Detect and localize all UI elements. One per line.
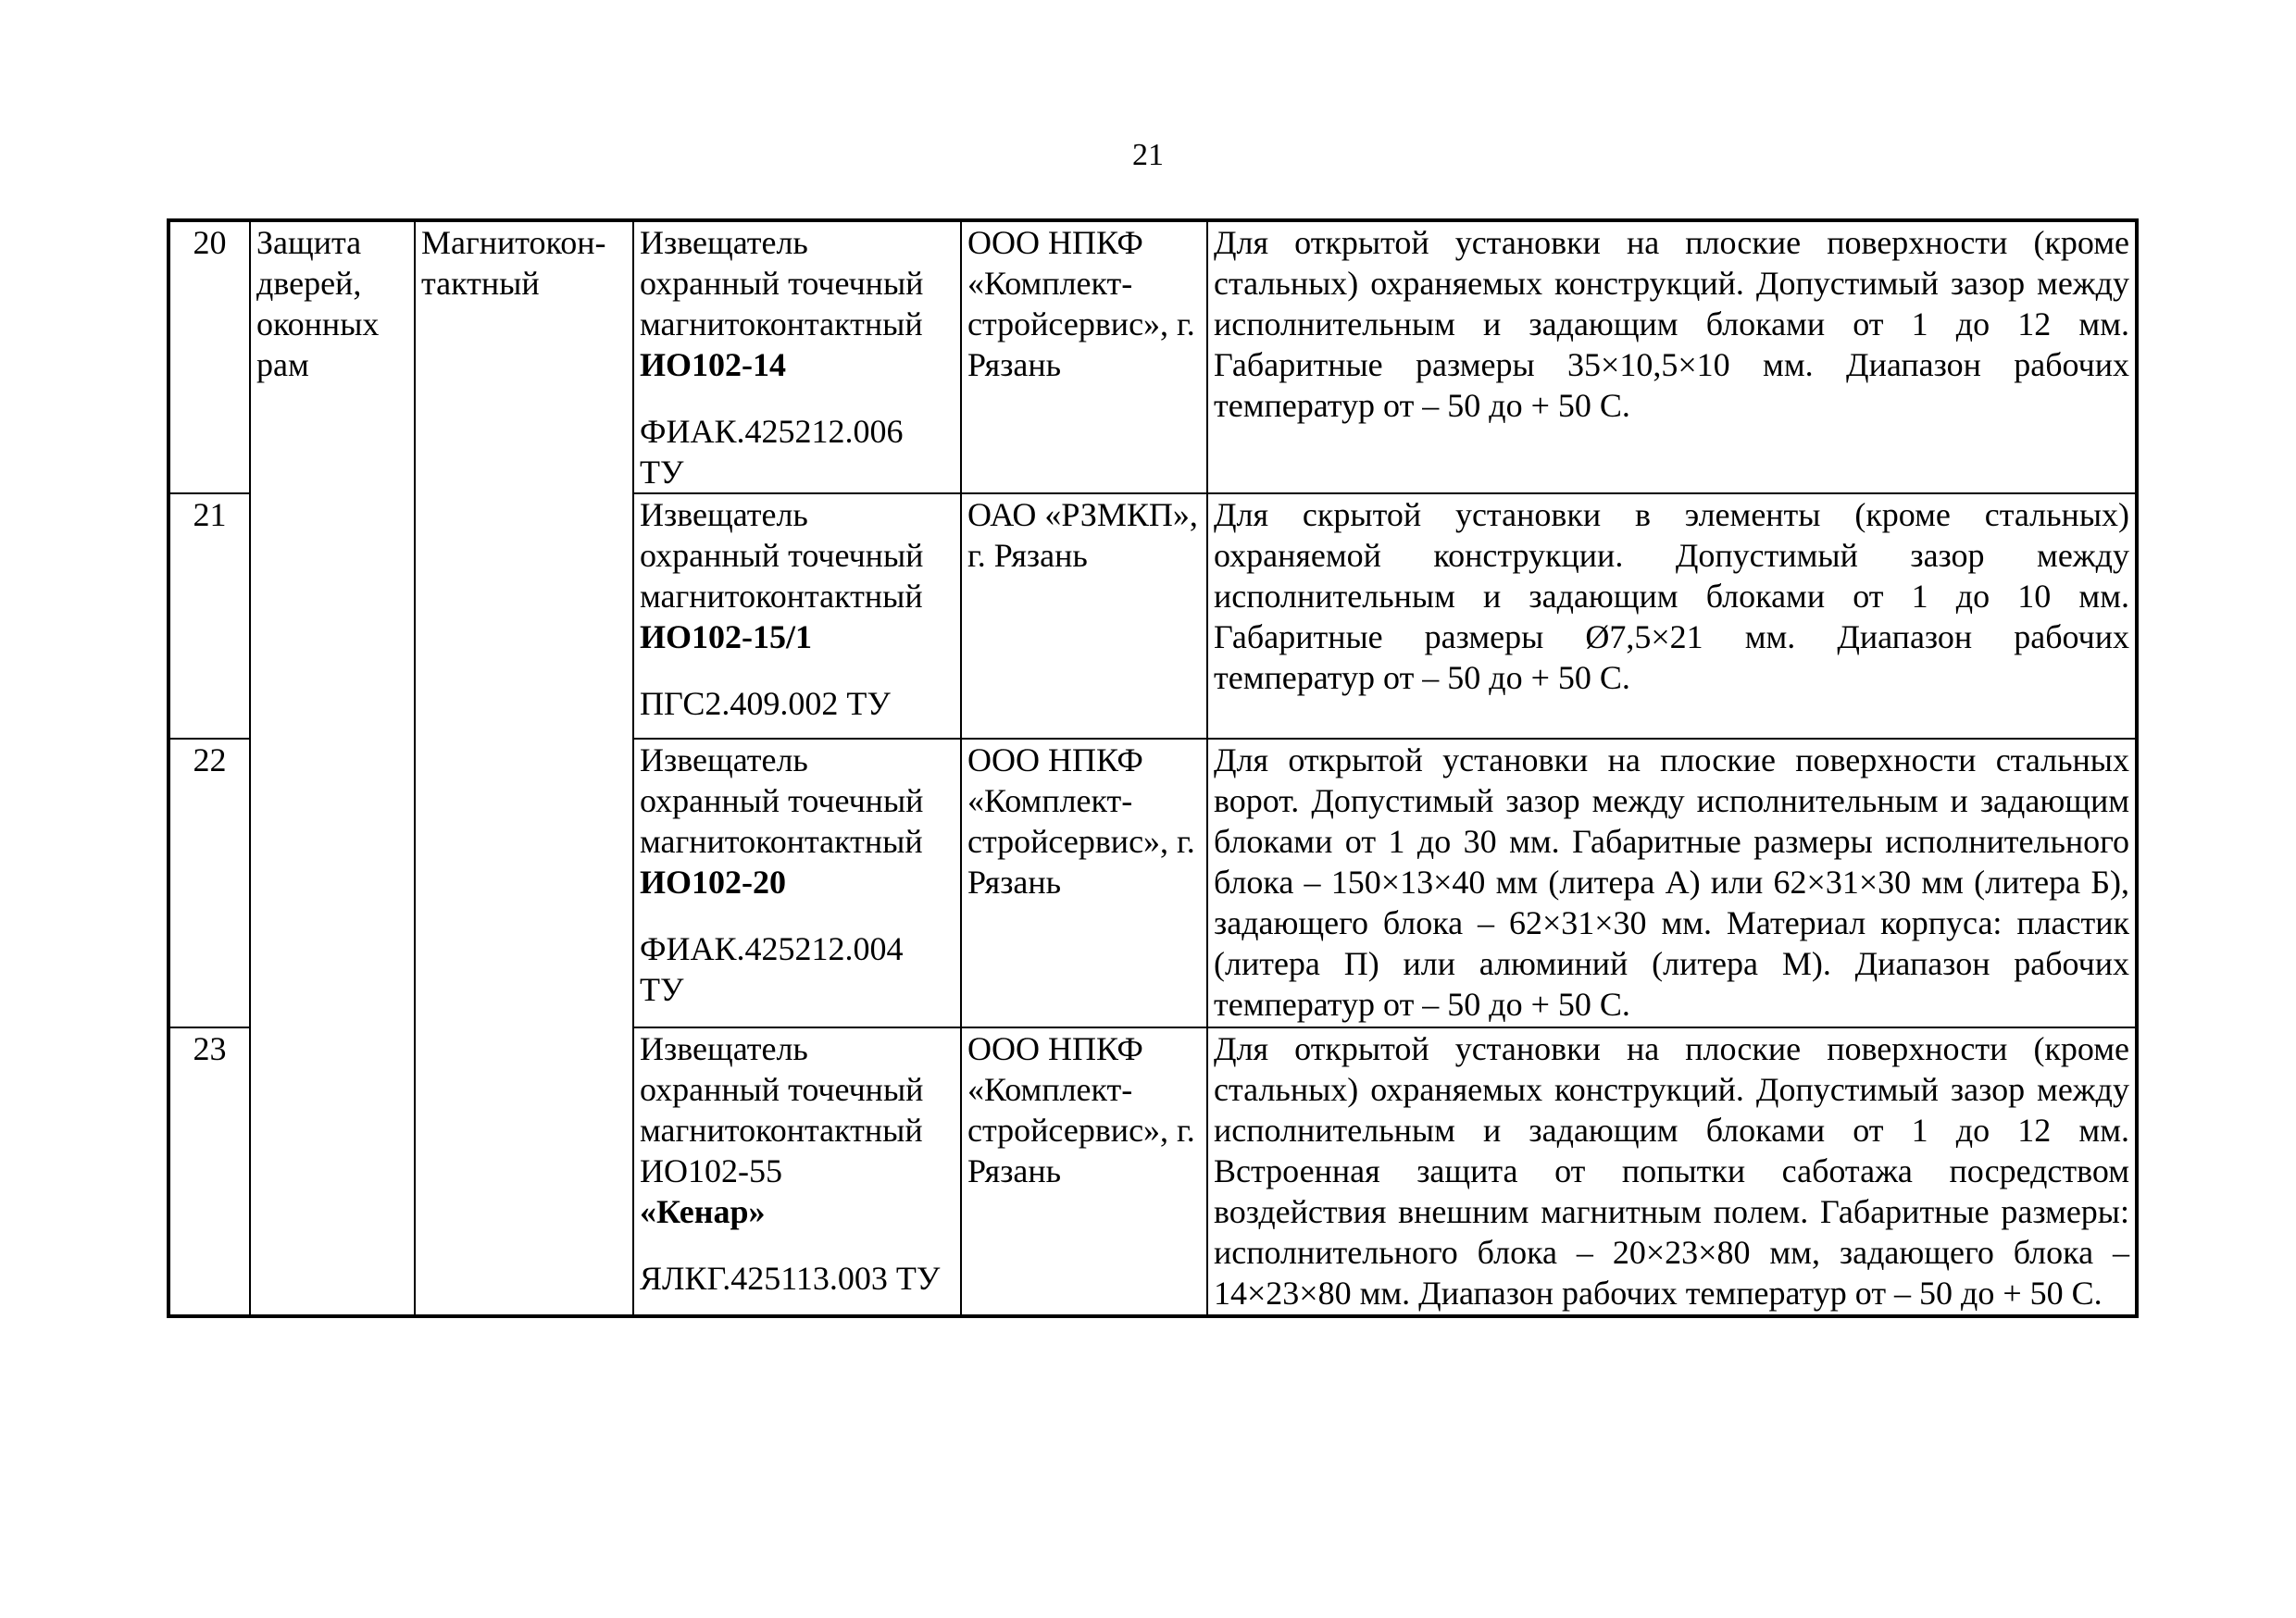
product-model: ИО102-20 xyxy=(640,864,786,901)
detector-spec-table xyxy=(167,218,2139,1318)
product-name: Извещатель охранный точечный магнитоконтактный xyxy=(640,496,924,615)
manufacturer-cell: ООО НПКФ «Комплект-стройсервис», г. Рязань xyxy=(961,739,1207,1027)
manufacturer-cell: ООО НПКФ «Комплект-стройсервис», г. Рязань xyxy=(961,220,1207,493)
row-number: 21 xyxy=(168,493,250,739)
product-cell xyxy=(633,220,961,493)
product-spec-code: ФИАК.425212.004 ТУ xyxy=(640,930,904,1008)
description-cell: Для открытой установки на плоские поверхности (кроме стальных) охраняемых конструкций. Допустимый зазор между исполнительным и задающим блоками от 1 до 12 мм. Габаритные размеры 35×10,5×10 мм. Диапазон рабочих температур от – 50 до + 50 С. xyxy=(1207,220,2137,493)
description-cell: Для открытой установки на плоские поверхности стальных ворот. Допустимый зазор между исполнительным и задающим блоками от 1 до 30 мм. Габаритные размеры исполнительного блока – 150×13×40 мм (литера А) или 62×31×30 мм (литера Б), задающего блока – 62×31×30 мм. Материал корпуса: пластик (литера П) или алюминий (литера М). Диапазон рабочих температур от – 50 до + 50 С. xyxy=(1207,739,2137,1027)
product-name: Извещатель охранный точечный магнитоконтактный xyxy=(640,1030,924,1149)
detector-type-cell: Магнитокон-тактный xyxy=(415,220,633,1316)
description-cell: Для скрытой установки в элементы (кроме стальных) охраняемой конструкции. Допустимый зазор между исполнительным и задающим блоками от 1 до 10 мм. Габаритные размеры Ø7,5×21 мм. Диапазон рабочих температур от – 50 до + 50 С. xyxy=(1207,493,2137,739)
row-number: 20 xyxy=(168,220,250,493)
product-model-code: ИО102-55 xyxy=(640,1152,782,1189)
row-number: 23 xyxy=(168,1027,250,1316)
product-cell xyxy=(633,493,961,739)
page-number: 21 xyxy=(1132,138,1164,172)
row-number: 22 xyxy=(168,739,250,1027)
product-model: «Кенар» xyxy=(640,1193,766,1230)
product-cell xyxy=(633,1027,961,1316)
table-row xyxy=(168,220,2137,493)
product-cell xyxy=(633,739,961,1027)
product-model: ИО102-15/1 xyxy=(640,618,812,655)
description-cell: Для открытой установки на плоские поверхности (кроме стальных) охраняемых конструкций. Допустимый зазор между исполнительным и задающим блоками от 1 до 12 мм. Встроенная защита от попытки саботажа посредством воздействия внешним магнитным полем. Габаритные размеры: исполнительного блока – 20×23×80 мм, задающего блока – 14×23×80 мм. Диапазон рабочих температур от – 50 до + 50 С. xyxy=(1207,1027,2137,1316)
product-name: Извещатель охранный точечный магнитоконтактный xyxy=(640,224,924,342)
product-spec-code: ЯЛКГ.425113.003 ТУ xyxy=(640,1260,941,1297)
manufacturer-cell: ОАО «РЗМКП», г. Рязань xyxy=(961,493,1207,739)
manufacturer-cell: ООО НПКФ «Комплект-стройсервис», г. Рязань xyxy=(961,1027,1207,1316)
product-spec-code: ПГС2.409.002 ТУ xyxy=(640,685,891,722)
product-model: ИО102-14 xyxy=(640,346,786,383)
purpose-cell: Защита дверей, оконных рам xyxy=(250,220,415,1316)
product-name: Извещатель охранный точечный магнитоконтактный xyxy=(640,741,924,860)
product-spec-code: ФИАК.425212.006 ТУ xyxy=(640,413,904,491)
